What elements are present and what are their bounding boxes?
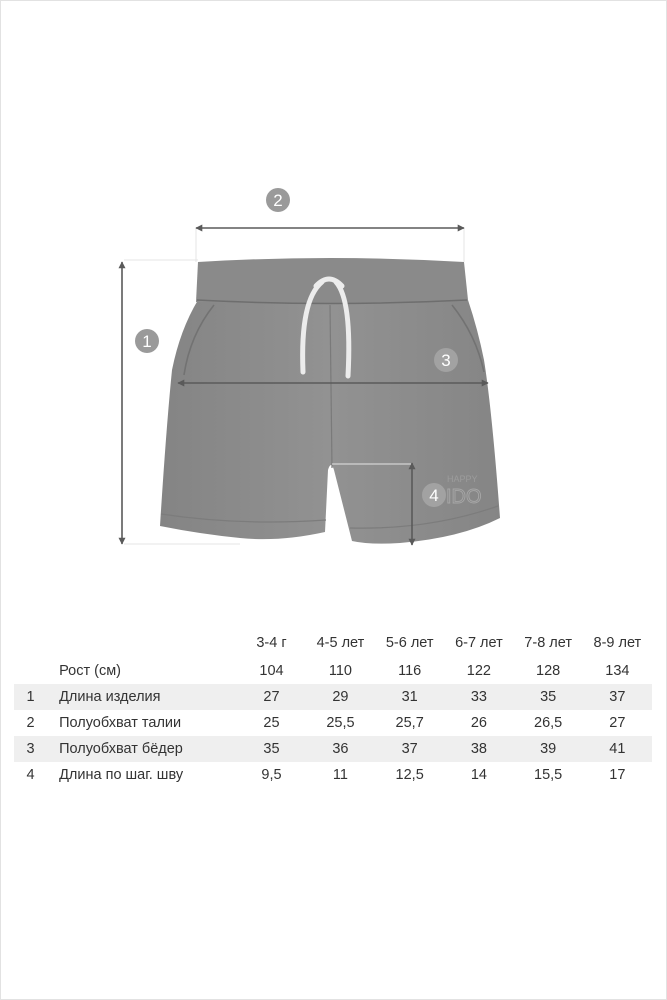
marker-1 xyxy=(135,329,159,353)
brand-logo xyxy=(446,474,482,508)
size-header: 5-6 лет xyxy=(385,635,434,651)
size-chart-table xyxy=(14,628,652,788)
header-blank xyxy=(47,628,237,658)
row-number: 2 xyxy=(26,715,35,731)
size-header: 6-7 лет xyxy=(455,635,503,651)
table-cell: 122 xyxy=(466,663,491,679)
table-cell: 134 xyxy=(605,663,630,679)
table-cell: 29 xyxy=(306,684,375,710)
table-cell: 110 xyxy=(328,663,352,679)
row-number xyxy=(14,658,47,684)
table-cell: 31 xyxy=(375,684,444,710)
table-row xyxy=(14,736,652,762)
marker-2 xyxy=(266,188,290,212)
table-row xyxy=(14,710,652,736)
table-row xyxy=(14,762,652,788)
table-cell: 35 xyxy=(514,684,583,710)
table-cell: 36 xyxy=(306,736,375,762)
table-cell: 38 xyxy=(444,736,513,762)
table-cell: 27 xyxy=(609,715,626,731)
row-label: Рост (см) xyxy=(59,663,122,679)
table-cell: 25 xyxy=(263,715,280,731)
svg-text:HAPPY: HAPPY xyxy=(447,474,478,484)
table-cell: 11 xyxy=(332,767,348,783)
marker-3 xyxy=(434,348,458,372)
table-cell: 27 xyxy=(237,684,306,710)
table-cell: 35 xyxy=(237,736,306,762)
table-cell: 39 xyxy=(514,736,583,762)
table-cell: 25,7 xyxy=(395,715,424,731)
table-cell: 41 xyxy=(583,736,652,762)
table-cell: 9,5 xyxy=(261,767,282,783)
table-cell: 37 xyxy=(375,736,444,762)
table-cell: 116 xyxy=(398,663,422,679)
size-header-row xyxy=(14,628,652,658)
size-header: 7-8 лет xyxy=(524,635,572,651)
header-blank xyxy=(14,628,47,658)
svg-text:3: 3 xyxy=(441,351,451,370)
table-cell: 128 xyxy=(536,663,561,679)
table-cell: 14 xyxy=(470,767,487,783)
row-number: 1 xyxy=(14,684,47,710)
marker-4 xyxy=(422,483,446,507)
row-number: 3 xyxy=(14,736,47,762)
table-cell: 33 xyxy=(444,684,513,710)
shorts-illustration xyxy=(160,258,500,544)
table-cell: 37 xyxy=(583,684,652,710)
row-label: Длина изделия xyxy=(47,684,237,710)
table-cell: 26,5 xyxy=(534,715,563,731)
svg-text:IDO: IDO xyxy=(446,486,482,508)
size-header: 3-4 г xyxy=(256,635,287,651)
row-label: Полуобхват бёдер xyxy=(47,736,237,762)
table-cell: 12,5 xyxy=(395,767,424,783)
svg-text:1: 1 xyxy=(142,332,152,351)
table-cell: 15,5 xyxy=(534,767,563,783)
size-header: 8-9 лет xyxy=(593,635,642,651)
row-number: 4 xyxy=(26,767,35,783)
table-cell: 104 xyxy=(259,663,284,679)
table-cell: 17 xyxy=(609,767,626,783)
table-cell: 25,5 xyxy=(326,715,355,731)
svg-text:4: 4 xyxy=(429,486,439,505)
table-row xyxy=(14,684,652,710)
size-header: 4-5 лет xyxy=(316,635,365,651)
svg-text:2: 2 xyxy=(273,191,283,210)
table-cell: 26 xyxy=(470,715,487,731)
height-row xyxy=(14,658,652,684)
row-label: Полуобхват талии xyxy=(59,715,182,731)
row-label: Длина по шаг. шву xyxy=(59,767,184,783)
